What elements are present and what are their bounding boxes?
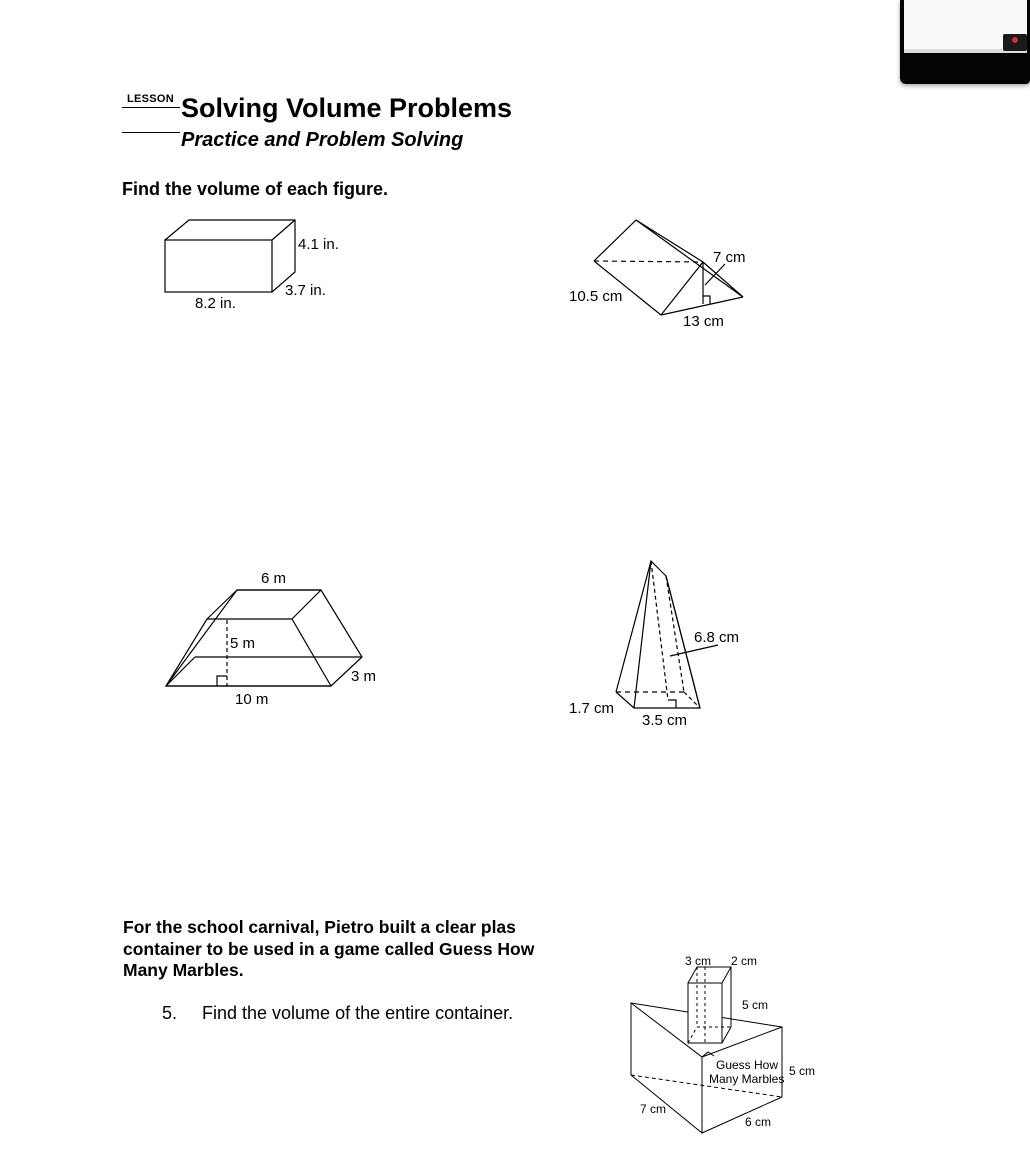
page-title: Solving Volume Problems: [181, 93, 513, 123]
tall-prism-depth-label: 1.7 cm: [569, 700, 615, 717]
trap-prism-top-label: 6 m: [261, 570, 287, 587]
container-box-depth-label: 2 cm: [731, 954, 758, 968]
container-prism-leg-label: 7 cm: [640, 1102, 667, 1116]
page-subtitle: Practice and Problem Solving: [181, 129, 464, 151]
rect-prism-length-label: 8.2 in.: [195, 295, 236, 312]
tall-prism-base-label: 3.5 cm: [642, 712, 688, 729]
trap-prism-height-label: 5 m: [230, 635, 256, 652]
word-problem-text: For the school carnival, Pietro built a clear plas container to be used in a game called Guess How Many Marbles.: [123, 917, 535, 980]
thumbnail-badge: [1003, 34, 1027, 51]
instructions: Find the volume of each figure.: [122, 179, 389, 199]
container-prism-height-label: 5 cm: [789, 1064, 816, 1078]
trap-prism-bottom-label: 10 m: [235, 691, 269, 708]
lesson-label: LESSON: [127, 93, 175, 105]
video-thumbnail[interactable]: [900, 0, 1030, 84]
trap-prism-depth-label: 3 m: [351, 668, 377, 685]
question-text: Find the volume of the entire container.: [202, 1003, 514, 1023]
rect-prism-height-label: 4.1 in.: [298, 236, 339, 253]
question-number: 5.: [162, 1003, 178, 1023]
container-box-width-label: 3 cm: [685, 954, 712, 968]
rect-prism-depth-label: 3.7 in.: [285, 282, 326, 299]
tri-prism-height-label: 7 cm: [713, 249, 746, 266]
container-box-height-label: 5 cm: [742, 998, 769, 1012]
tri-prism-base-label: 13 cm: [683, 313, 724, 330]
container-label-line2: Many Marbles: [709, 1072, 785, 1086]
tri-prism-length-label: 10.5 cm: [569, 288, 623, 305]
container-label-line1: Guess How: [716, 1058, 779, 1072]
record-dot-icon: [1012, 37, 1018, 43]
tall-prism-height-label: 6.8 cm: [694, 629, 740, 646]
container-prism-base-label: 6 cm: [745, 1115, 772, 1129]
